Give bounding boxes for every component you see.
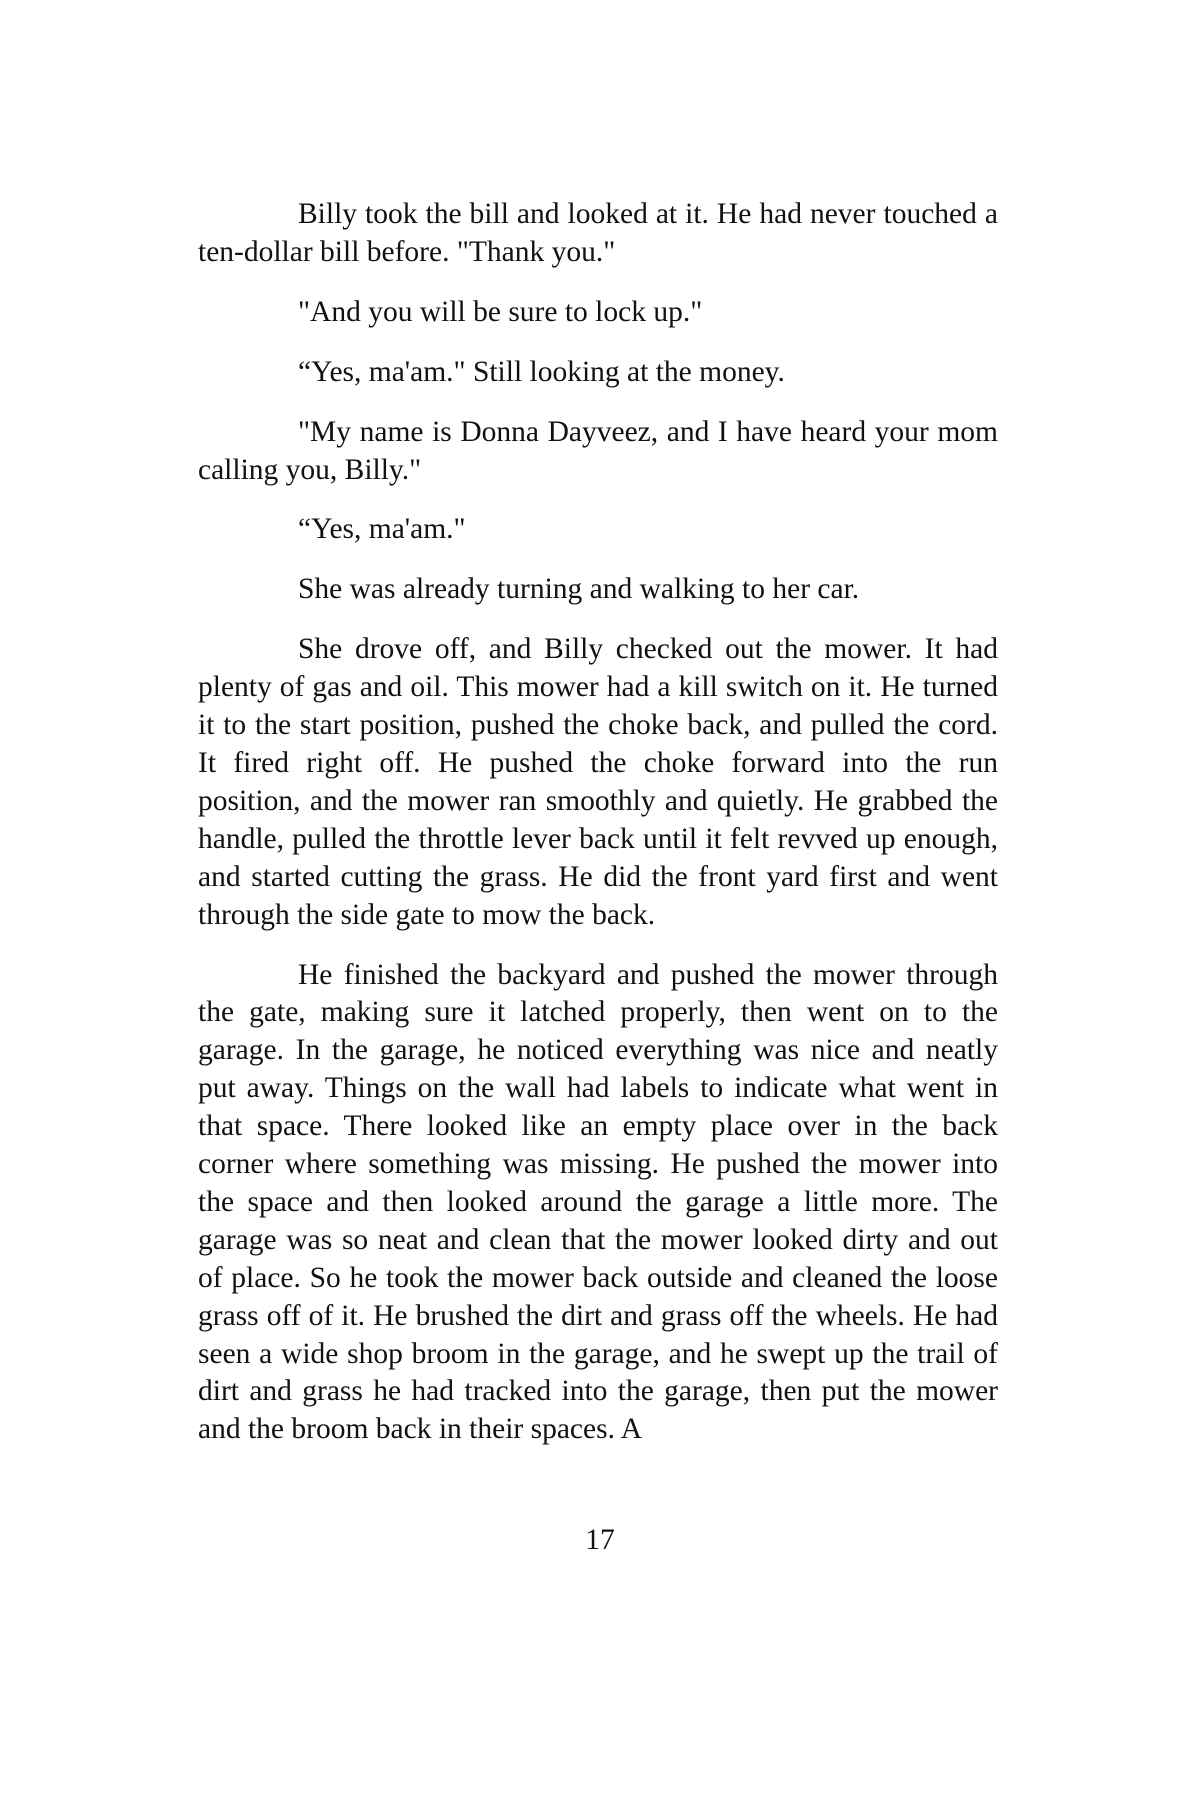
paragraph-7: She drove off, and Billy checked out the mower. It had plenty of gas and oil. This mower had a kill switch on it. He turned it to the start position, pushed the choke back, and pulled the cord. It fired right off. He pushed the choke forward into the run position, and the mower ran smoothly and quietly. He grabbed the handle, pulled the throttle lever back until it felt revved up enough, and started cutting the grass. He did the front yard first and went through the side gate to mow the back. (198, 633, 998, 931)
paragraph-2: "And you will be sure to lock up." (298, 295, 703, 328)
paragraph-3: “Yes, ma'am." Still looking at the money. (298, 355, 785, 388)
paragraph-8: He finished the backyard and pushed the mower through the gate, making sure it latched properly, then went on to the garage. In the garage, he noticed everything was nice and neatly put away. Things on the wall had labels to indicate what went in that space. There looked like an empty place over in the back corner where something was missing. He pushed the mower into the space and then looked around the garage a little more. The garage was so neat and clean that the mower looked dirty and out of place. So he took the mower back outside and cleaned the loose grass off of it. He brushed the dirt and grass off the wheels. He had seen a wide shop broom in the garage, and he swept up the trail of dirt and grass he had tracked into the garage, then put the mower and the broom back in their spaces. A (198, 958, 998, 1446)
paragraph-1: Billy took the bill and looked at it. He had never touched a ten-dollar bill before. "Thank you." (198, 198, 998, 268)
page-number: 17 (585, 1524, 615, 1556)
paragraph-4: "My name is Donna Dayveez, and I have heard your mom calling you, Billy." (198, 415, 998, 486)
body-text (198, 196, 998, 1471)
paragraph-5: “Yes, ma'am." (298, 513, 466, 546)
paragraph-6: She was already turning and walking to her car. (298, 573, 860, 606)
